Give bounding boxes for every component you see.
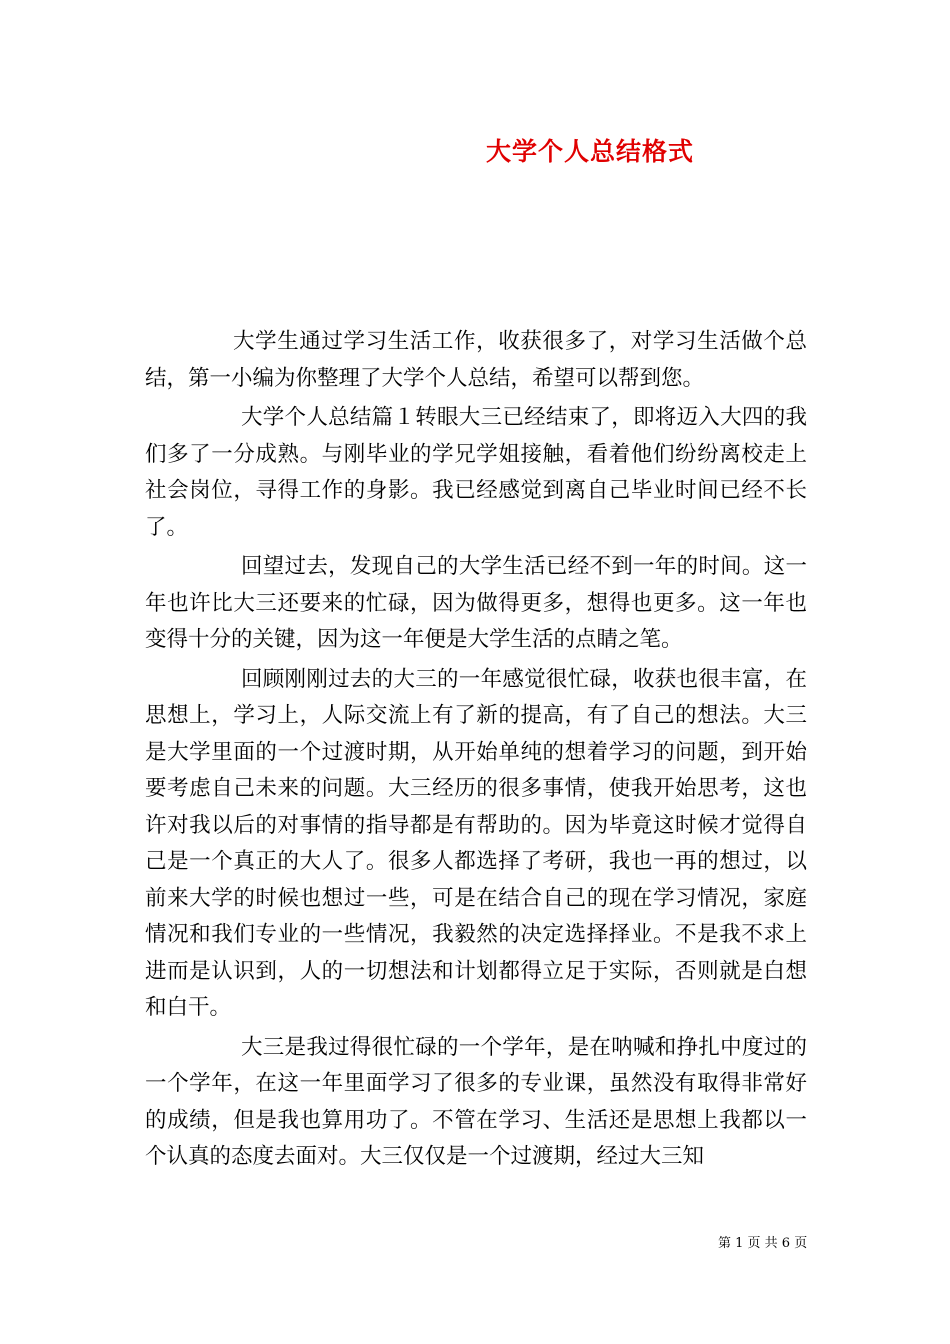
- document-body: [145, 324, 807, 1176]
- paragraph-intro: 大学生通过学习生活工作，收获很多了，对学习生活做个总结，第一小编为你整理了大学个人总结，希望可以帮到您。: [145, 329, 807, 391]
- document-title: 大学个人总结格式: [486, 137, 695, 166]
- paragraph-3: 回顾刚刚过去的大三的一年感觉很忙碌，收获也很丰富，在思想上，学习上，人际交流上有了新的提高，有了自己的想法。大三是大学里面的一个过渡时期，从开始单纯的想着学习的问题，到开始要考虑自己未来的问题。大三经历的很多事情，使我开始思考，这也许对我以后的对事情的指导都是有帮助的。因为毕竟这时候才觉得自己是一个真正的大人了。很多人都选择了考研，我也一再的想过，以前来大学的时候也想过一些，可是在结合自己的现在学习情况，家庭情况和我们专业的一些情况，我毅然的决定选择择业。不是我不求上进而是认识到，人的一切想法和计划都得立足于实际，否则就是白想和白干。: [145, 666, 807, 1020]
- paragraph-4: 大三是我过得很忙碌的一个学年，是在呐喊和挣扎中度过的一个学年，在这一年里面学习了很多的专业课，虽然没有取得非常好的成绩，但是我也算用功了。不管在学习、生活还是思想上我都以一个认真的态度去面对。大三仅仅是一个过渡期，经过大三知: [145, 1034, 807, 1169]
- paragraph-2: 回望过去，发现自己的大学生活已经不到一年的时间。这一年也许比大三还要来的忙碌，因为做得更多，想得也更多。这一年也变得十分的关键，因为这一年便是大学生活的点睛之笔。: [145, 554, 807, 652]
- page-number-footer: 第 1 页 共 6 页: [718, 1236, 808, 1251]
- paragraph-1: 大学个人总结篇１转眼大三已经结束了，即将迈入大四的我们多了一分成熟。与刚毕业的学兄学姐接触，看着他们纷纷离校走上社会岗位，寻得工作的身影。我已经感觉到离自己毕业时间已经不长了。: [145, 405, 807, 540]
